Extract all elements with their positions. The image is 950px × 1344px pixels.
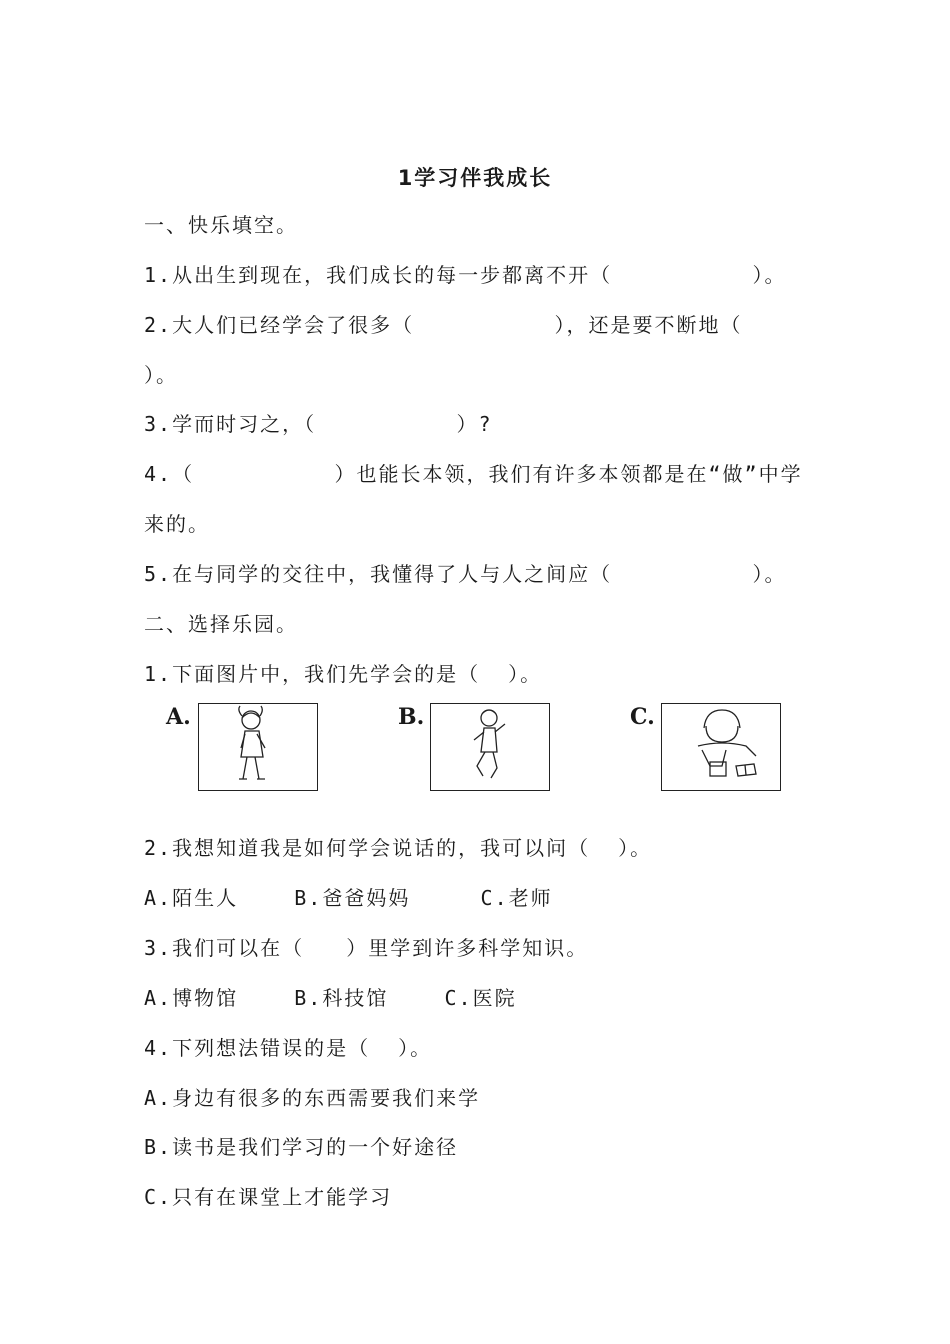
picture-label-a: A. bbox=[166, 704, 191, 730]
choice-question-1: 1.下面图片中，我们先学会的是（ ）。 bbox=[144, 662, 543, 686]
walking-girl-icon bbox=[199, 704, 317, 790]
choice-question-4: 4.下列想法错误的是（ ）。 bbox=[144, 1036, 433, 1060]
fill-question-3: 3.学而时习之，（ ）? bbox=[144, 412, 493, 436]
picture-label-c: C. bbox=[630, 704, 655, 730]
choice-question-3-options: A.博物馆 B.科技馆 C.医院 bbox=[144, 986, 517, 1010]
fill-question-5: 5.在与同学的交往中，我懂得了人与人之间应（ ）。 bbox=[144, 562, 787, 586]
page-title: 1学习伴我成长 bbox=[397, 166, 553, 190]
picture-option-c bbox=[661, 703, 781, 791]
running-boy-icon bbox=[431, 704, 549, 790]
choice-question-3: 3.我们可以在（ ）里学到许多科学知识。 bbox=[144, 936, 589, 960]
fill-question-4-continued: 来的。 bbox=[144, 512, 210, 536]
choice-question-4-option-c: C.只有在课堂上才能学习 bbox=[144, 1185, 393, 1209]
fill-question-2: 2.大人们已经学会了很多（ ），还是要不断地（ bbox=[144, 313, 743, 337]
picture-label-b: B. bbox=[398, 704, 425, 730]
fill-question-4: 4.（ ）也能长本领，我们有许多本领都是在“做”中学 bbox=[144, 462, 803, 486]
choice-question-2-options: A.陌生人 B.爸爸妈妈 C.老师 bbox=[144, 886, 553, 910]
picture-option-b bbox=[430, 703, 550, 791]
choice-question-4-option-a: A.身边有很多的东西需要我们来学 bbox=[144, 1086, 481, 1110]
choice-question-2: 2.我想知道我是如何学会说话的，我可以问（ ）。 bbox=[144, 836, 653, 860]
picture-option-a bbox=[198, 703, 318, 791]
boy-folding-paper-icon bbox=[662, 704, 780, 790]
choice-question-4-option-b: B.读书是我们学习的一个好途径 bbox=[144, 1135, 459, 1159]
fill-question-1: 1.从出生到现在，我们成长的每一步都离不开（ ）。 bbox=[144, 263, 787, 287]
fill-question-2-continued: ）。 bbox=[144, 363, 178, 387]
section-heading-choice: 二、选择乐园。 bbox=[144, 612, 298, 636]
section-heading-fill-blank: 一、快乐填空。 bbox=[144, 213, 298, 237]
